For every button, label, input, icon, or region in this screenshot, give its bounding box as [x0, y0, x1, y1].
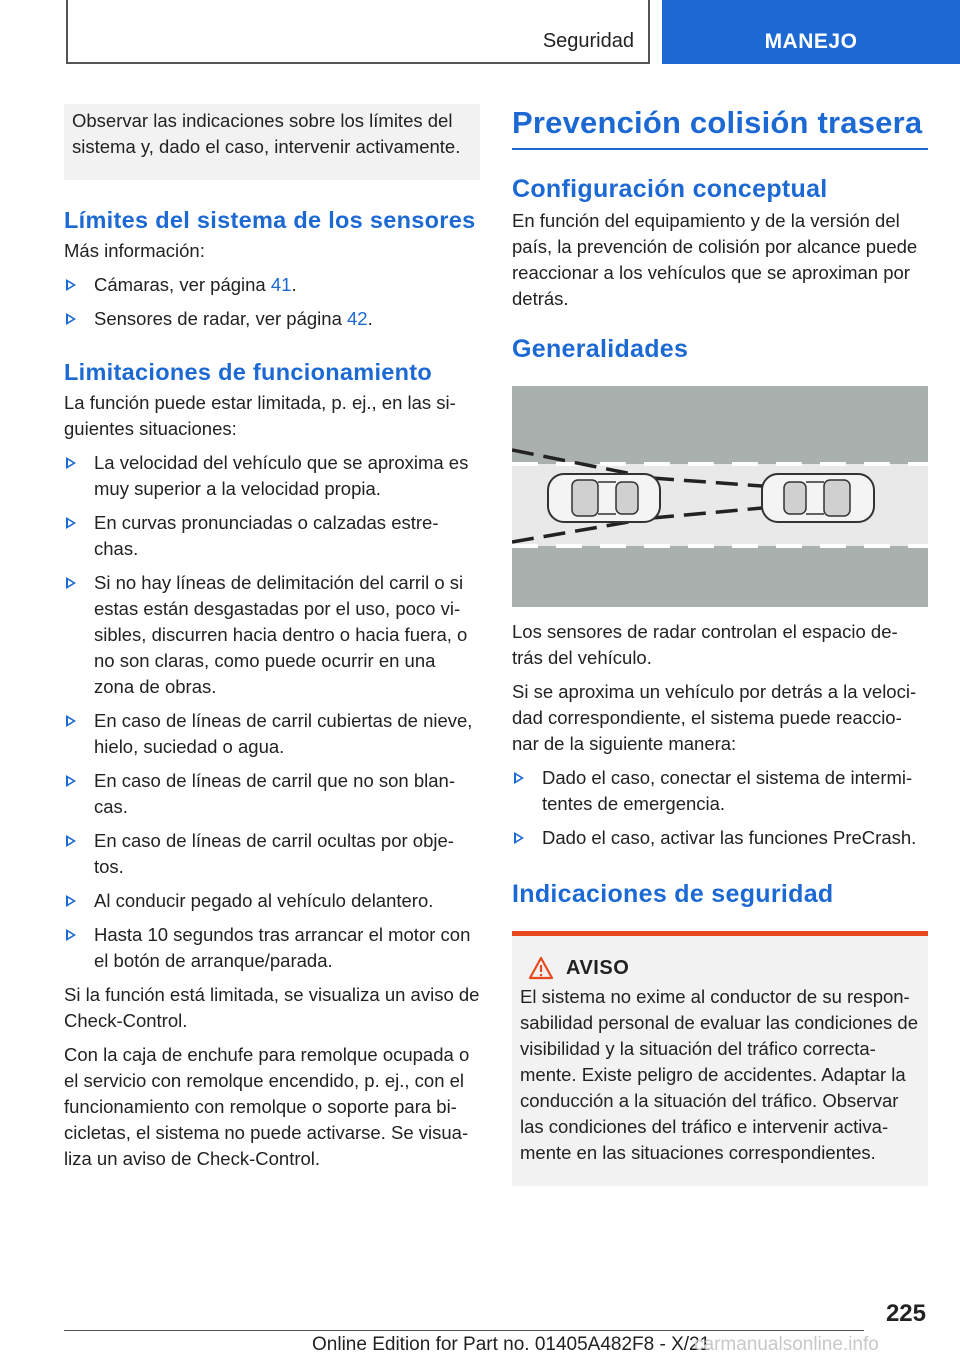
list-item: Dado el caso, activar las funciones PreCrash. [512, 825, 928, 851]
limitations-list [64, 450, 480, 974]
concept-heading: Configuración conceptual [512, 175, 828, 203]
triangle-bullet-icon [66, 929, 76, 941]
limitations-para-2: Con la caja de enchufe para remolque ocupada o el servicio con remolque encendido, p. ej., con el funcionamiento con remolque o soporte para bi- cicletas, el sistema no puede activarse. Se visua- liza un aviso de Check-Control. [64, 1044, 470, 1169]
footer-edition: Online Edition for Part no. 01405A482F8 - X/21 [312, 1334, 711, 1355]
left-column [64, 104, 480, 1172]
triangle-bullet-icon [66, 577, 76, 589]
car-own-icon [762, 474, 874, 522]
road-diagram [512, 386, 928, 607]
triangle-bullet-icon [66, 775, 76, 787]
note-box [64, 104, 480, 180]
car-following-icon [548, 474, 660, 522]
header-section-title: Seguridad [542, 30, 634, 52]
sensor-limits-heading: Límites del sistema de los sensores [64, 207, 476, 233]
limitations-intro: La función puede estar limitada, p. ej., en las si- guientes situaciones: [64, 392, 456, 439]
rear-collision-figure [512, 386, 928, 607]
triangle-bullet-icon [66, 835, 76, 847]
title-rule [512, 148, 928, 150]
warning-box [512, 931, 928, 1186]
sensor-limits-intro: Más información: [64, 240, 205, 261]
list-item: En caso de líneas de carril cubiertas de nieve, hielo, suciedad o agua. [64, 708, 480, 760]
footer-watermark: carmanualsonline.info [694, 1334, 879, 1355]
triangle-bullet-icon [514, 772, 524, 784]
list-item: Si no hay líneas de delimitación del carril o si estas están desgastadas por el uso, poco vi- sibles, discurren hacia dentro o hacia fuera, o no son claras, como puede ocurrir en una zona de obras. [64, 570, 480, 700]
general-caption-2: Si se aproxima un vehículo por detrás a la veloci- dad correspondiente, el sistema puede reaccio- nar de la siguiente manera: [512, 681, 917, 754]
list-item: La velocidad del vehículo que se aproxima es muy superior a la velocidad propia. [64, 450, 480, 502]
concept-text: En función del equipamiento y de la versión del país, la prevención de colisión por alcance puede reaccionar a los vehículos que se aproximan por detrás. [512, 210, 918, 309]
page-link-radar[interactable]: 42 [347, 308, 368, 329]
header-chapter-tab[interactable]: MANEJO [662, 0, 960, 64]
triangle-bullet-icon [66, 895, 76, 907]
triangle-bullet-icon [66, 457, 76, 469]
list-item: En caso de líneas de carril que no son blan- cas. [64, 768, 480, 820]
list-item: Cámaras, ver página 41. [64, 272, 480, 298]
list-item: Hasta 10 segundos tras arrancar el motor con el botón de arranque/parada. [64, 922, 480, 974]
page-link-cameras[interactable]: 41 [270, 274, 292, 295]
general-list [512, 765, 928, 851]
warning-triangle-icon [528, 956, 554, 980]
list-item: En curvas pronunciadas o calzadas estre- chas. [64, 510, 480, 562]
list-item: Al conducir pegado al vehículo delantero. [64, 888, 480, 914]
general-caption-1: Los sensores de radar controlan el espacio de- trás del vehículo. [512, 621, 898, 668]
limitations-para-1: Si la función está limitada, se visualiza un aviso de Check-Control. [64, 984, 480, 1031]
header-section-box [66, 0, 650, 64]
general-heading: Generalidades [512, 335, 689, 363]
warning-header [520, 956, 920, 980]
triangle-bullet-icon [66, 715, 76, 727]
safety-heading: Indicaciones de seguridad [512, 880, 834, 908]
list-item: En caso de líneas de carril ocultas por obje- tos. [64, 828, 480, 880]
sensor-limits-list [64, 272, 480, 332]
warning-title: AVISO [566, 956, 630, 979]
right-column [512, 104, 928, 1186]
note-text: Observar las indicaciones sobre los límites del sistema y, dado el caso, intervenir activamente. [72, 110, 461, 157]
triangle-bullet-icon [66, 517, 76, 529]
triangle-bullet-icon [66, 279, 76, 291]
warning-text: El sistema no exime al conductor de su respon- sabilidad personal de evaluar las condiciones de visibilidad y la situación del tráfico correcta- mente. Existe peligro de accidentes. Adaptar la conducción a la situación del tráfico. Observar las condiciones del tráfico e intervenir activa- mente en las situaciones correspondientes. [520, 986, 919, 1163]
page-number: 225 [885, 1300, 926, 1327]
section-title: Prevención colisión trasera [512, 105, 923, 140]
triangle-bullet-icon [66, 313, 76, 325]
limitations-heading: Limitaciones de funcionamiento [64, 359, 433, 385]
list-item: Dado el caso, conectar el sistema de intermi- tentes de emergencia. [512, 765, 928, 817]
footer-rule [64, 1330, 864, 1331]
triangle-bullet-icon [514, 832, 524, 844]
list-item: Sensores de radar, ver página 42. [64, 306, 480, 332]
